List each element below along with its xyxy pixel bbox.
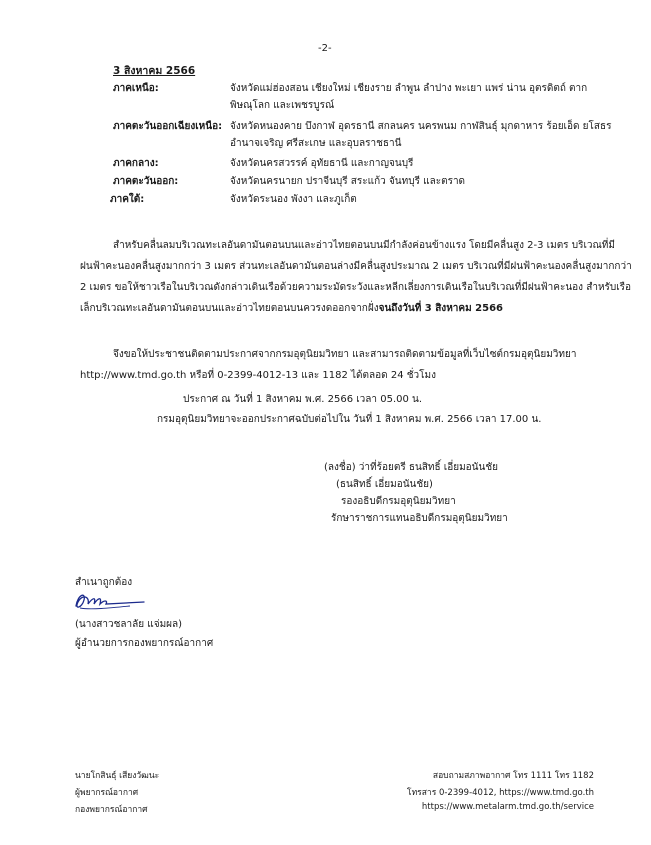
- region-label: ภาคตะวันออก:: [113, 176, 179, 187]
- region-label: ภาคเหนือ:: [113, 83, 159, 94]
- contact-phone: สอบถามสภาพอากาศ โทร 1111 โทร 1182: [432, 771, 594, 781]
- handwritten-signature: [70, 588, 150, 614]
- contact-fax-website: โทรสาร 0-2399-4012, https://www.tmd.go.th: [407, 788, 594, 798]
- region-provinces-line: อำนาจเจริญ ศรีสะเกษ และอุบลราชธานี: [230, 138, 402, 149]
- signatory-signed: (ลงชื่อ) ว่าที่ร้อยตรี ธนสิทธิ์ เอี่ยมอนันชัย: [324, 462, 499, 473]
- region-provinces-line: จังหวัดแม่ฮ่องสอน เชียงใหม่ เชียงราย ลำพูน ลำปาง พะเยา แพร่ น่าน อุตรดิตถ์ ตาก: [230, 83, 588, 94]
- certified-position: ผู้อำนวยการกองพยากรณ์อากาศ: [75, 638, 214, 649]
- certified-label: สำเนาถูกต้อง: [75, 577, 133, 588]
- signatory-name: (ธนสิทธิ์ เอี่ยมอนันชัย): [336, 479, 433, 490]
- region-provinces-line: พิษณุโลก และเพชรบูรณ์: [230, 100, 335, 111]
- region-provinces-line: จังหวัดนครสวรรค์ อุทัยธานี และกาญจนบุรี: [230, 158, 414, 169]
- paragraph-line: ฝนฟ้าคะนองคลื่นสูงมากกว่า 3 เมตร ส่วนทะเลอันดามันตอนล่างมีคลื่นสูงประมาณ 2 เมตร บริเวณที่มีฝนฟ้าคะนองคลื่นสูงมากกว่า: [80, 261, 632, 272]
- paragraph-line: 2 เมตร ขอให้ชาวเรือในบริเวณดังกล่าวเดินเรือด้วยความระมัดระวังและหลีกเลี่ยงการเดินเรือในบริเวณที่มีฝนฟ้าคะนอง สำหรับเรือ: [80, 282, 632, 293]
- paragraph-line: http://www.tmd.go.th หรือที่ 0-2399-4012-13 และ 1182 ได้ตลอด 24 ชั่วโมง: [80, 370, 436, 381]
- paragraph-line-last: [80, 301, 503, 316]
- date-heading: 3 สิงหาคม 2566: [113, 65, 196, 77]
- page-number: -2-: [318, 43, 332, 54]
- forecaster-division: กองพยากรณ์อากาศ: [75, 805, 148, 815]
- forecaster-title: ผู้พยากรณ์อากาศ: [75, 788, 139, 798]
- announce-time: ประกาศ ณ วันที่ 1 สิงหาคม พ.ศ. 2566 เวลา 05.00 น.: [183, 394, 423, 405]
- region-provinces-line: จังหวัดนครนายก ปราจีนบุรี สระแก้ว จันทบุรี และตราด: [230, 176, 466, 187]
- forecaster-name: นายโกสินธุ์ เสียงวัฒนะ: [75, 771, 160, 781]
- region-label: ภาคใต้:: [110, 194, 145, 205]
- signatory-acting-position: รักษาราชการแทนอธิบดีกรมอุตุนิยมวิทยา: [331, 513, 508, 524]
- region-provinces-line: จังหวัดหนองคาย บึงกาฬ อุดรธานี สกลนคร นครพนม กาฬสินธุ์ มุกดาหาร ร้อยเอ็ด ยโสธร: [230, 121, 612, 132]
- next-announce-time: กรมอุตุนิยมวิทยาจะออกประกาศฉบับต่อไปใน วันที่ 1 สิงหาคม พ.ศ. 2566 เวลา 17.00 น.: [157, 414, 542, 425]
- signatory-position: รองอธิบดีกรมอุตุนิยมวิทยา: [341, 496, 456, 507]
- certified-name: (นางสาวชลาลัย แจ่มผล): [75, 619, 183, 630]
- region-label: ภาคตะวันออกเฉียงเหนือ:: [113, 121, 223, 132]
- region-label: ภาคกลาง:: [113, 158, 159, 169]
- paragraph-line: จึงขอให้ประชาชนติดตามประกาศจากกรมอุตุนิยมวิทยา และสามารถติดตามข้อมูลที่เว็บไซต์กรมอุตุนิยมวิทยา: [113, 349, 577, 360]
- paragraph-text: เล็กบริเวณทะเลอันดามันตอนบนและอ่าวไทยตอนบนควรงดออกจากฝั่ง: [80, 303, 379, 314]
- region-provinces-line: จังหวัดระนอง พังงา และภูเก็ต: [230, 194, 357, 205]
- paragraph-line: สำหรับคลื่นลมบริเวณทะเลอันดามันตอนบนและอ่าวไทยตอนบนมีกำลังค่อนข้างแรง โดยมีคลื่นสูง 2-3 เมตร บริเวณที่มี: [113, 240, 615, 251]
- paragraph-bold-date: จนถึงวันที่ 3 สิงหาคม 2566: [378, 303, 503, 314]
- contact-service-link[interactable]: https://www.metalarm.tmd.go.th/service: [421, 802, 594, 812]
